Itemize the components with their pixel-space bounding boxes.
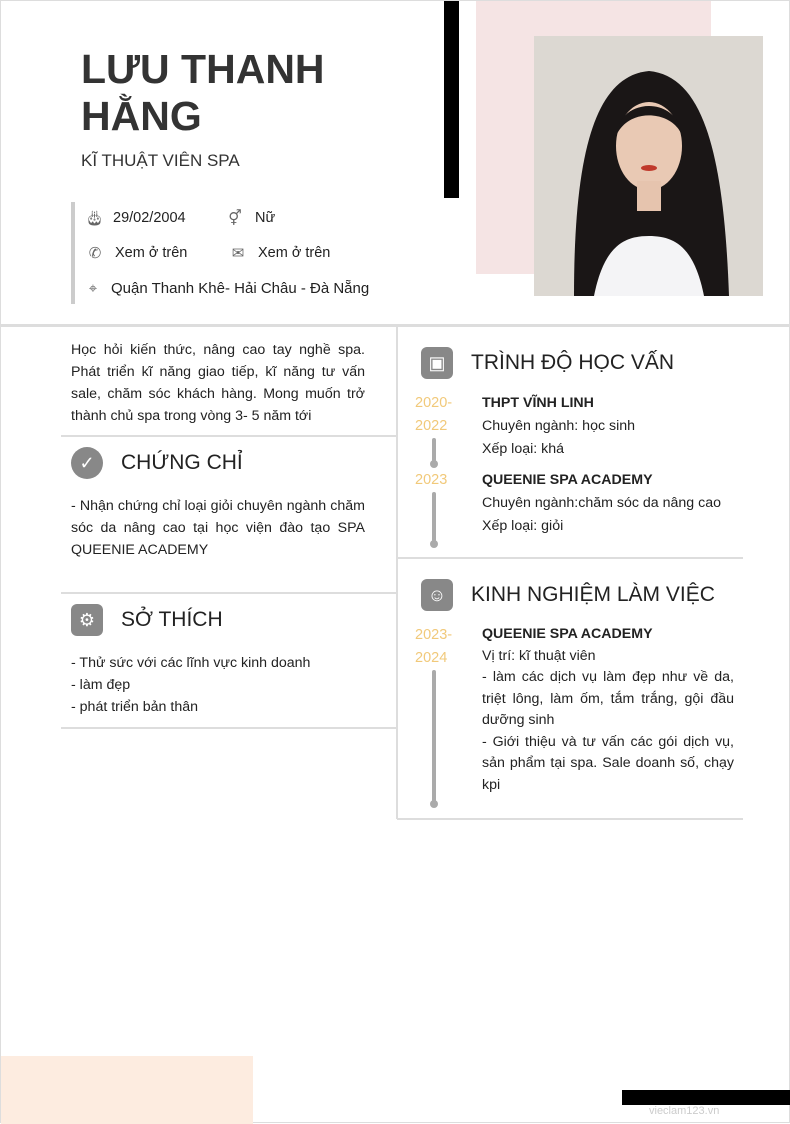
experience-timeline bbox=[397, 624, 743, 814]
certificates-text: - Nhận chứng chỉ loại giỏi chuyên ngành chăm sóc da nâng cao tại học viện đào tạo SPA QUEENIE ACADEMY bbox=[71, 498, 365, 558]
section-title: TRÌNH ĐỘ HỌC VẤN bbox=[471, 351, 675, 374]
education-heading bbox=[421, 347, 674, 379]
certificate-badge-icon: ✓ bbox=[71, 447, 103, 479]
year: 2022 bbox=[415, 418, 448, 434]
job-title: KĨ THUẬT VIÊN SPA bbox=[81, 151, 240, 170]
duty: - Giới thiệu và tư vấn các gói dịch vụ, sản phẩm tại spa. Sale doanh số, chạy kpi bbox=[482, 733, 734, 793]
phone-icon: ✆ bbox=[88, 245, 102, 262]
timeline-line bbox=[432, 670, 436, 804]
decor-black-bar bbox=[444, 1, 459, 198]
briefcase-icon: ▣ bbox=[421, 347, 453, 379]
hobbies-list bbox=[71, 652, 310, 718]
watermark: vieclam123.vn bbox=[649, 1105, 720, 1117]
email-icon: ✉ bbox=[231, 245, 245, 262]
gender-icon: ⚥ bbox=[228, 210, 242, 227]
major: Chuyên ngành: học sinh bbox=[482, 418, 636, 434]
hobby-item: - Thử sức với các lĩnh vực kinh doanh bbox=[71, 655, 311, 671]
school-name: QUEENIE SPA ACADEMY bbox=[482, 472, 653, 488]
certificates-heading bbox=[71, 447, 243, 479]
birthday-cake-icon: 🎂︎ bbox=[85, 210, 105, 227]
education-timeline bbox=[397, 392, 743, 552]
career-objective: Học hỏi kiến thức, nâng cao tay nghề spa. Phát triển kĩ năng giao tiếp, kĩ năng tư vấn sale, chăm sóc khách hàng. Mong muốn trở thành chủ spa trong vòng 3- 5 năm tới bbox=[71, 342, 365, 424]
address: Quận Thanh Khê- Hải Châu - Đà Nẵng bbox=[111, 280, 370, 297]
timeline-dot bbox=[430, 460, 438, 468]
contact-info bbox=[71, 202, 391, 304]
divider bbox=[61, 435, 396, 437]
grade: Xếp loại: giỏi bbox=[482, 518, 564, 534]
timeline-line bbox=[432, 492, 436, 542]
timeline-dot bbox=[430, 540, 438, 548]
decor-black-bar bbox=[622, 1090, 790, 1105]
year: 2023- bbox=[415, 627, 453, 643]
candidate-name: LƯU THANH HẰNG bbox=[81, 46, 325, 139]
email: Xem ở trên bbox=[258, 245, 331, 261]
section-title: CHỨNG CHỈ bbox=[121, 451, 243, 474]
divider bbox=[397, 818, 743, 820]
hobby-item: - làm đẹp bbox=[71, 677, 131, 693]
hobbies-heading bbox=[71, 604, 223, 636]
hobby-item: - phát triển bản thân bbox=[71, 699, 198, 715]
divider bbox=[397, 557, 743, 559]
decor-peach-block bbox=[1, 1056, 253, 1124]
gender: Nữ bbox=[255, 210, 276, 226]
map-marker-icon: ⌖ bbox=[88, 280, 98, 297]
divider bbox=[61, 727, 396, 729]
birthday: 29/02/2004 bbox=[113, 210, 186, 226]
divider bbox=[61, 592, 396, 594]
company-name: QUEENIE SPA ACADEMY bbox=[482, 626, 653, 642]
year: 2020- bbox=[415, 395, 453, 411]
section-title: SỞ THÍCH bbox=[121, 608, 223, 631]
year: 2023 bbox=[415, 472, 448, 488]
major: Chuyên ngành:chăm sóc da nâng cao bbox=[482, 495, 721, 511]
school-name: THPT VĨNH LINH bbox=[482, 395, 594, 411]
timeline-line bbox=[432, 438, 436, 462]
position: Vị trí: kĩ thuật viên bbox=[482, 647, 596, 664]
experience-heading bbox=[421, 579, 715, 611]
phone: Xem ở trên bbox=[115, 245, 188, 261]
duty: - làm các dịch vụ làm đẹp như về da, triệt lông, làm ốm, tắm trắng, gội đầu dưỡng sinh bbox=[482, 669, 734, 728]
timeline-dot bbox=[430, 800, 438, 808]
user-laptop-icon: ☺ bbox=[421, 579, 453, 611]
profile-photo bbox=[534, 36, 763, 296]
year: 2024 bbox=[415, 650, 448, 666]
grade: Xếp loại: khá bbox=[482, 441, 565, 457]
section-title: KINH NGHIỆM LÀM VIỆC bbox=[471, 583, 715, 606]
steam-icon: ⚙ bbox=[71, 604, 103, 636]
